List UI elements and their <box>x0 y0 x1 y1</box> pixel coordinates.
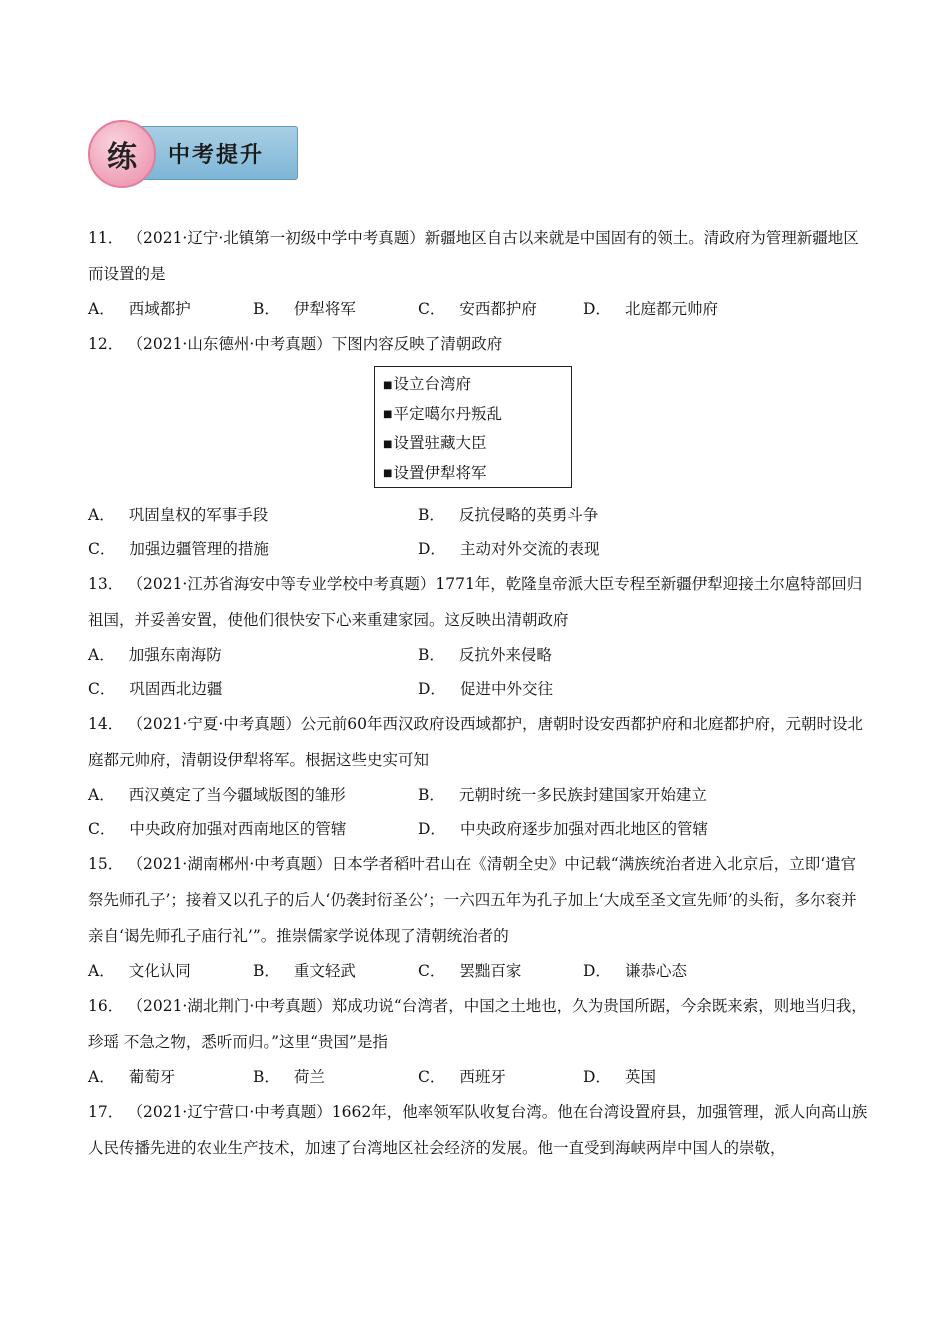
option-text: 巩固皇权的军事手段 <box>128 506 269 524</box>
option-text: 谦恭心态 <box>624 962 687 980</box>
option-label: D． <box>418 820 446 838</box>
box-item-text: 设置驻藏大臣 <box>393 434 487 452</box>
option-text: 反抗外来侵略 <box>458 646 552 664</box>
option-a[interactable] <box>88 638 418 672</box>
option-label: C． <box>88 680 116 698</box>
question-stem <box>88 846 868 954</box>
question-16 <box>88 988 868 1094</box>
option-d[interactable] <box>418 532 748 566</box>
option-label: A． <box>88 1068 115 1086</box>
question-text: （2021·辽宁营口·中考真题）1662年，他率领军队收复台湾。他在台湾设置府县，加强管理，派人向高山族人民传播先进的农业生产技术，加速了台湾地区社会经济的发展。他一直受到海峡两岸中国人的崇敬， <box>88 1103 868 1157</box>
banner-badge: 练 <box>88 120 156 188</box>
question-text: （2021·辽宁·北镇第一初级中学中考真题）新疆地区自古以来就是中国固有的领土。清政府为管理新疆地区而设置的是 <box>88 229 859 283</box>
option-label: D． <box>583 962 611 980</box>
question-stem <box>88 988 868 1060</box>
question-number: 12． <box>88 335 124 353</box>
option-text: 主动对外交流的表现 <box>459 540 600 558</box>
question-number: 11． <box>88 229 124 247</box>
option-text: 中央政府逐步加强对西北地区的管辖 <box>459 820 708 838</box>
option-a[interactable] <box>88 1060 253 1094</box>
question-12 <box>88 326 868 566</box>
option-d[interactable] <box>583 292 748 326</box>
option-label: A． <box>88 962 115 980</box>
question-list <box>88 220 868 1166</box>
question-stem <box>88 706 868 778</box>
options <box>88 1060 868 1094</box>
option-label: D． <box>418 680 446 698</box>
option-a[interactable] <box>88 778 418 812</box>
option-text: 伊犁将军 <box>293 300 356 318</box>
option-text: 重文轻武 <box>293 962 356 980</box>
option-text: 巩固西北边疆 <box>129 680 223 698</box>
options <box>88 954 868 988</box>
square-bullet-icon: ■ <box>383 438 393 450</box>
option-d[interactable] <box>583 1060 748 1094</box>
options <box>88 638 868 706</box>
option-label: C． <box>88 820 116 838</box>
option-b[interactable] <box>418 498 748 532</box>
option-d[interactable] <box>418 812 748 846</box>
question-number: 16． <box>88 997 124 1015</box>
option-a[interactable] <box>88 954 253 988</box>
question-stem <box>88 1094 868 1166</box>
section-banner <box>88 122 300 184</box>
banner-title: 中考提升 <box>168 143 265 168</box>
question-stem <box>88 566 868 638</box>
option-label: C． <box>418 962 446 980</box>
question-stem <box>88 220 868 292</box>
option-b[interactable] <box>253 1060 418 1094</box>
option-text: 加强东南海防 <box>128 646 222 664</box>
option-text: 加强边疆管理的措施 <box>129 540 269 558</box>
option-text: 葡萄牙 <box>128 1068 176 1086</box>
option-label: D． <box>583 300 611 318</box>
square-bullet-icon: ■ <box>383 468 393 479</box>
box-item <box>383 429 571 459</box>
option-c[interactable] <box>88 672 418 706</box>
question-number: 13． <box>88 575 124 593</box>
option-label: D． <box>418 540 446 558</box>
option-a[interactable] <box>88 498 418 532</box>
box-item <box>383 400 571 430</box>
option-label: B． <box>418 786 445 804</box>
option-b[interactable] <box>253 954 418 988</box>
question-number: 17． <box>88 1103 124 1121</box>
question-text: （2021·江苏省海安中等专业学校中考真题）1771年，乾隆皇帝派大臣专程至新疆伊犁迎接土尔扈特部回归祖国，并妥善安置，使他们很快安下心来重建家园。这反映出清朝政府 <box>88 575 863 629</box>
option-label: B． <box>253 962 280 980</box>
options <box>88 778 868 846</box>
option-label: C． <box>88 540 116 558</box>
option-label: D． <box>583 1068 611 1086</box>
question-11 <box>88 220 868 326</box>
question-17 <box>88 1094 868 1166</box>
option-d[interactable] <box>583 954 748 988</box>
square-bullet-icon: ■ <box>383 409 393 420</box>
option-text: 促进中外交往 <box>459 680 553 698</box>
question-number: 14． <box>88 715 124 733</box>
question-text: （2021·湖北荆门·中考真题）郑成功说“台湾者，中国之土地也，久为贵国所踞，今余既来索，则地当归我，珍瑶 不急之物，悉听而归。”这里“贵国”是指 <box>88 997 867 1051</box>
option-c[interactable] <box>418 1060 583 1094</box>
option-label: C． <box>418 300 446 318</box>
option-a[interactable] <box>88 292 253 326</box>
options <box>88 498 868 566</box>
box-item <box>383 370 571 400</box>
question-number: 15． <box>88 855 124 873</box>
option-label: A． <box>88 786 115 804</box>
option-label: B． <box>253 1068 280 1086</box>
option-text: 罢黜百家 <box>459 962 522 980</box>
option-label: A． <box>88 300 115 318</box>
option-label: B． <box>418 506 445 524</box>
option-label: B． <box>418 646 445 664</box>
option-text: 中央政府加强对西南地区的管辖 <box>129 820 347 838</box>
option-text: 英国 <box>624 1068 656 1086</box>
option-label: A． <box>88 506 115 524</box>
question-14 <box>88 706 868 846</box>
option-c[interactable] <box>418 292 583 326</box>
question-15 <box>88 846 868 988</box>
question-text: （2021·湖南郴州·中考真题）日本学者稻叶君山在《清朝全史》中记载“满族统治者进入北京后，立即‘遣官祭先师孔子’；接着又以孔子的后人‘仍袭封衍圣公’；一六四五年为孔子加上‘大成至圣文宣先师’的头衔，多尔衮并亲自‘谒先师孔子庙行礼’”。推崇儒家学说体现了清朝统治者的 <box>88 855 857 945</box>
question-13 <box>88 566 868 706</box>
option-text: 北庭都元帅府 <box>624 300 718 318</box>
option-text: 西域都护 <box>128 300 191 318</box>
option-text: 荷兰 <box>293 1068 325 1086</box>
box-item-text: 设置伊犁将军 <box>393 463 487 482</box>
option-text: 文化认同 <box>128 962 191 980</box>
figure-box <box>374 366 572 488</box>
option-c[interactable] <box>418 954 583 988</box>
option-label: C． <box>418 1068 446 1086</box>
option-text: 元朝时统一多民族封建国家开始建立 <box>458 786 707 804</box>
option-d[interactable] <box>418 672 748 706</box>
question-text: （2021·山东德州·中考真题）下图内容反映了清朝政府 <box>135 335 503 353</box>
box-item-text: 平定噶尔丹叛乱 <box>393 404 502 423</box>
option-text: 西班牙 <box>459 1068 506 1086</box>
option-text: 西汉奠定了当今疆域版图的雏形 <box>128 786 346 804</box>
question-text: （2021·宁夏·中考真题）公元前60年西汉政府设西域都护，唐朝时设安西都护府和北庭都护府，元朝时设北庭都元帅府，清朝设伊犁将军。根据这些史实可知 <box>88 715 864 769</box>
question-stem <box>88 326 868 362</box>
options <box>88 292 868 326</box>
option-b[interactable] <box>418 778 748 812</box>
option-c[interactable] <box>88 812 418 846</box>
option-c[interactable] <box>88 532 418 566</box>
square-bullet-icon: ■ <box>383 379 393 391</box>
option-text: 安西都护府 <box>459 300 537 318</box>
option-b[interactable] <box>253 292 418 326</box>
box-item-text: 设立台湾府 <box>393 375 471 393</box>
option-label: B． <box>253 300 280 318</box>
option-label: A． <box>88 646 115 664</box>
option-b[interactable] <box>418 638 748 672</box>
box-item <box>383 459 571 489</box>
option-text: 反抗侵略的英勇斗争 <box>458 506 599 524</box>
figure-container <box>88 362 868 498</box>
